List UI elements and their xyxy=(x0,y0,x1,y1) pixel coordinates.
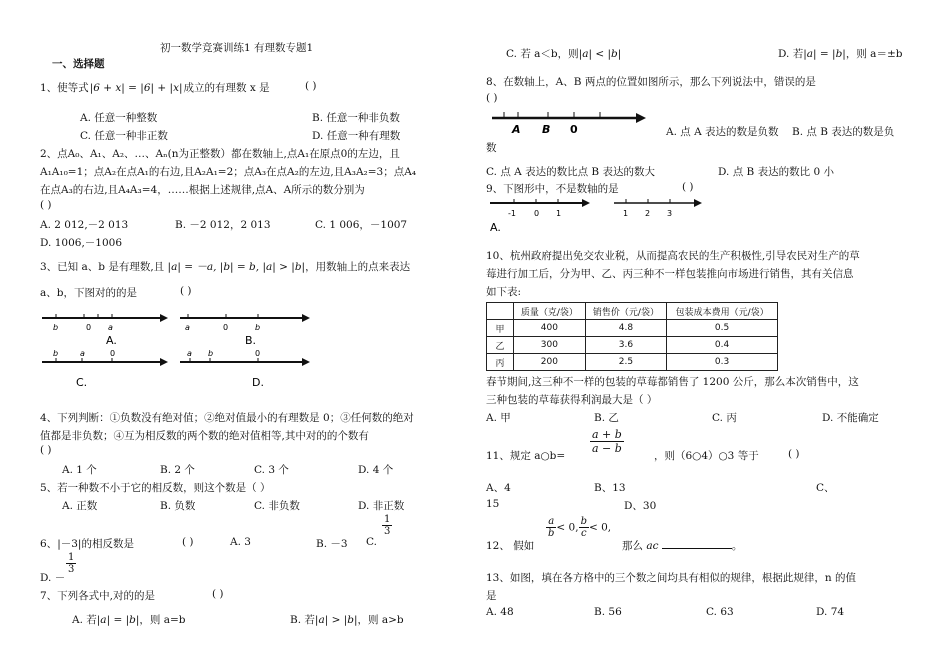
q3a-label: A. xyxy=(106,334,117,347)
q6-stem-b: 的相反数是 xyxy=(81,538,134,550)
q7d-suffix: ，则 a＝±b xyxy=(845,48,903,60)
q7-option-b xyxy=(290,612,404,627)
q3-figure-a xyxy=(42,314,168,347)
q9-stem: 9、下图形中，不是数轴的是 xyxy=(486,183,619,195)
q6-option-d-label: D. － xyxy=(40,572,66,584)
q3d-label: D. xyxy=(252,376,264,389)
table-cell: 300 xyxy=(514,337,586,354)
q10-line-2: 莓进行加工后，分为甲、乙、丙三种不一样包装推向市场进行销售，其有关信息 xyxy=(486,268,854,280)
table-cell: 2.5 xyxy=(585,354,666,371)
q8-label-b: B xyxy=(542,123,551,136)
q7a-prefix: A. 若 xyxy=(72,614,97,626)
q1-option-b: B. 任意一种非负数 xyxy=(312,112,400,124)
q4-option-c: C. 3 个 xyxy=(254,464,289,476)
q11-option-c-cont: 15 xyxy=(486,498,500,510)
table-header-cell: 销售价（元/袋） xyxy=(585,303,666,320)
q4-option-b: B. 2 个 xyxy=(160,464,195,476)
q4-line-2: 值都是非负数；④互为相反数的两个数的绝对值相等,其中对的的个数有 xyxy=(40,430,369,442)
table-header-row xyxy=(487,303,778,320)
q3a-tick-a: a xyxy=(108,323,113,332)
q8-option-c: C. 点 A 表达的数比点 B 表达的数大 xyxy=(486,166,655,178)
table-cell: 400 xyxy=(514,320,586,337)
q8-label-0: 0 xyxy=(570,123,578,136)
table-cell: 乙 xyxy=(487,337,514,354)
q7-option-c xyxy=(506,46,621,61)
section-heading: 一、选择题 xyxy=(52,58,105,70)
q7-option-a xyxy=(72,612,186,627)
q8-number-line xyxy=(490,108,650,136)
q9-figures xyxy=(486,196,716,236)
q9-figure-a xyxy=(490,199,590,234)
q10-option-d: D. 不能确定 xyxy=(822,412,879,424)
q4-paren: ( ) xyxy=(40,444,52,456)
q1-equation: |6 + x| = |6| + |x| xyxy=(89,82,183,94)
q3-cond-1: |a| = －a, xyxy=(167,261,217,273)
q9a-tick-3: 1 xyxy=(556,209,562,218)
q7b-suffix: ，则 a>b xyxy=(357,614,404,626)
q9-figure-b xyxy=(614,199,702,218)
q13-line-2: 是 xyxy=(486,590,497,602)
q13-option-c: C. 63 xyxy=(706,606,734,618)
q11-fraction xyxy=(590,428,624,455)
q2-option-c: C. 1 006，－1007 xyxy=(315,219,408,231)
q3-cond-2: |b| = b, xyxy=(219,261,260,273)
table-cell: 3.6 xyxy=(585,337,666,354)
q3a-tick-0: 0 xyxy=(86,323,92,332)
q3-paren: ( ) xyxy=(180,285,192,297)
q3-number-line-figures xyxy=(40,310,390,390)
q7c-math: |a| < |b| xyxy=(578,48,622,60)
q7d-prefix: D. 若 xyxy=(778,48,804,60)
table-cell: 4.8 xyxy=(585,320,666,337)
q7-paren: ( ) xyxy=(212,588,224,600)
q3b-label: B. xyxy=(245,334,257,347)
q9b-tick-2: 2 xyxy=(645,209,651,218)
q2-line-2: A₁A₁₀=1；点A₂在点A₁的右边,且A₂A₁=2；点A₃在点A₂的左边,且A₃A₂=3；点A₄ xyxy=(40,166,417,178)
q6-option-a: A. 3 xyxy=(230,536,251,548)
q1-option-c: C. 任意一种非正数 xyxy=(80,130,168,142)
q3c-tick-0: 0 xyxy=(110,349,116,358)
q2-paren: ( ) xyxy=(40,199,52,211)
q12-stem-a: 12、 假如 xyxy=(486,540,535,552)
q9a-tick-1: -1 xyxy=(508,209,516,218)
q3-figure-b xyxy=(180,314,310,347)
q3-line-2: a、b，下图对的的是 xyxy=(40,287,137,299)
q6-option-c-fraction xyxy=(382,514,392,537)
q3b-tick-a: a xyxy=(185,323,190,332)
table-cell: 0.4 xyxy=(667,337,778,354)
table-header-cell: 质量（克/袋） xyxy=(514,303,586,320)
q10-line-3: 如下表: xyxy=(486,286,522,298)
q8-paren: ( ) xyxy=(486,92,498,104)
q1-stem xyxy=(40,80,270,95)
q5-option-d: D. 非正数 xyxy=(358,500,405,512)
table-header-cell: 包装成本费用（元/袋） xyxy=(667,303,778,320)
table-cell: 丙 xyxy=(487,354,514,371)
table-row xyxy=(487,337,778,354)
table-header-cell xyxy=(487,303,514,320)
q3-line-1 xyxy=(40,259,410,274)
q12-inequalities xyxy=(546,516,611,539)
q13-option-b: B. 56 xyxy=(594,606,622,618)
q6c-den: 3 xyxy=(384,526,391,537)
q10-line-4: 春节期间,这三种不一样的包装的草莓都销售了 1200 公斤，那么本次销售中，这 xyxy=(486,376,859,388)
q13-line-1: 13、如图，填在各方格中的三个数之间均具有相似的规律，根据此规律，n 的值 xyxy=(486,572,856,584)
q6d-den: 3 xyxy=(68,564,75,575)
q3b-tick-b: b xyxy=(255,323,261,332)
q8-stem: 8、在数轴上，A、B 两点的位置如图所示，那么下列说法中，错误的是 xyxy=(486,76,816,88)
q11-paren: ( ) xyxy=(788,448,800,460)
q12-end: < 0, xyxy=(588,521,612,534)
q9a-label: A. xyxy=(490,221,501,234)
q10-option-a: A. 甲 xyxy=(486,412,511,424)
table-cell: 0.3 xyxy=(667,354,778,371)
q6-option-c-label: C. xyxy=(366,536,377,548)
q7a-suffix: ，则 a=b xyxy=(139,614,186,626)
q11-denominator: a − b xyxy=(592,442,622,455)
q11-option-a: A、4 xyxy=(486,482,511,494)
q2-line-1: 2、点A₀、A₁、A₂、…、Aₙ(n为正整数）都在数轴上,点A₁在原点0的左边，且 xyxy=(40,148,400,160)
q5-option-b: B. 负数 xyxy=(160,500,196,512)
q1-option-a: A. 任意一种整数 xyxy=(80,112,158,124)
q12-f1-num: a xyxy=(548,516,555,527)
q7b-math: |a| > |b| xyxy=(314,614,358,626)
q10-option-c: C. 丙 xyxy=(712,412,737,424)
q7b-prefix: B. 若 xyxy=(290,614,315,626)
q2-line-3: 在点A₃的右边,且A₄A₃=4，……根据上述规律,点A、A所示的数分别为 xyxy=(40,184,365,196)
q6c-num: 1 xyxy=(384,514,391,525)
q6-stem xyxy=(40,536,134,551)
q3-stem-b: ，用数轴上的点来表达 xyxy=(305,261,411,273)
q3b-tick-0: 0 xyxy=(223,323,229,332)
table-row xyxy=(487,354,778,371)
q3-figure-c xyxy=(42,349,168,389)
q8-option-b: B. 点 B 表达的数是负 xyxy=(792,126,895,138)
doc-title: 初一数学竞赛训练1 有理数专题1 xyxy=(160,42,314,54)
q4-option-a: A. 1 个 xyxy=(62,464,97,476)
q7d-math: |a| = |b| xyxy=(803,48,846,60)
q2-option-a: A. 2 012,－2 013 xyxy=(40,219,129,231)
q10-sales-table xyxy=(486,302,778,371)
q10-line-5: 三种包装的草莓获得利润最大是（ ） xyxy=(486,394,658,406)
q7c-prefix: C. 若 a＜b，则 xyxy=(506,48,579,60)
q4-line-1: 4、下列判断：①负数没有绝对值；②绝对值最小的有理数是 0；③任何数的绝对 xyxy=(40,412,414,424)
q11-option-b: B、13 xyxy=(594,482,626,494)
q11-numerator: a + b xyxy=(592,428,622,441)
q12-mid: < 0, xyxy=(556,521,579,534)
q8-label-a: A xyxy=(512,123,521,136)
q3d-tick-0: 0 xyxy=(255,349,261,358)
q3-figure-d xyxy=(180,349,310,389)
q3c-tick-b: b xyxy=(53,349,59,358)
q7a-math: |a| = |b| xyxy=(96,614,140,626)
table-cell: 甲 xyxy=(487,320,514,337)
q9b-tick-3: 3 xyxy=(667,209,673,218)
q8-option-b-cont: 数 xyxy=(486,142,497,154)
q5-option-c: C. 非负数 xyxy=(254,500,300,512)
q7-option-d xyxy=(778,46,902,61)
q10-option-b: B. 乙 xyxy=(594,412,619,424)
q12-f2-den: c xyxy=(580,528,587,539)
table-cell: 200 xyxy=(514,354,586,371)
q9a-tick-2: 0 xyxy=(534,209,540,218)
q12-f1-den: b xyxy=(548,528,555,539)
q11-stem-b: ，则（6○4）○3 等于 xyxy=(654,450,759,462)
q9-paren: ( ) xyxy=(682,181,694,193)
q6-option-d-fraction xyxy=(66,552,76,575)
q4-option-d: D. 4 个 xyxy=(358,464,394,476)
q6-option-b: B. －3 xyxy=(316,538,348,550)
q12-stem-b: 那么 xyxy=(622,540,643,552)
q3d-tick-a: a xyxy=(187,349,192,358)
q1-stem-b: 成立的有理数 x 是 xyxy=(183,82,270,94)
q6-abs-expr: |－3| xyxy=(57,538,82,550)
q12-answer-blank[interactable] xyxy=(662,539,732,549)
q8-option-a: A. 点 A 表达的数是负数 xyxy=(666,126,779,138)
q3-stem-a: 3、已知 a、b 是有理数,且 xyxy=(40,261,165,273)
q2-option-b: B. －2 012，2 013 xyxy=(175,219,271,231)
q12-f2-num: b xyxy=(580,516,587,527)
q12-period: 。 xyxy=(731,540,743,552)
q13-option-d: D. 74 xyxy=(816,606,845,618)
q3-cond-3: |a| > |b| xyxy=(262,261,306,273)
table-cell: 0.5 xyxy=(667,320,778,337)
q6-paren: ( ) xyxy=(182,536,194,548)
q3a-tick-b: b xyxy=(53,323,59,332)
q9b-tick-1: 1 xyxy=(623,209,629,218)
q5-stem: 5、若一种数不小于它的相反数，则这个数是（ ） xyxy=(40,482,271,494)
q3d-tick-b: b xyxy=(208,349,214,358)
q11-option-d: D、30 xyxy=(624,500,657,512)
q3c-label: C. xyxy=(76,376,88,389)
q6-stem-a: 6、 xyxy=(40,538,58,550)
q7-stem: 7、下列各式中,对的的是 xyxy=(40,590,156,602)
table-row xyxy=(487,320,778,337)
q13-option-a: A. 48 xyxy=(486,606,514,618)
q2-option-d: D. 1006,－1006 xyxy=(40,237,123,249)
q3c-tick-a: a xyxy=(80,349,85,358)
q8-option-d: D. 点 B 表达的数比 0 小 xyxy=(718,166,834,178)
q10-line-1: 10、杭州政府提出免交农业税，从而提高农民的生产积极性,引导农民对生产的草 xyxy=(486,250,860,262)
q6d-num: 1 xyxy=(68,552,75,563)
q5-option-a: A. 正数 xyxy=(62,500,98,512)
q11-stem-a: 11、规定 a○b= xyxy=(486,450,566,462)
q1-option-d: D. 任意一种有理数 xyxy=(312,130,401,142)
q12-ac: ac xyxy=(646,540,659,552)
q12-stem-b-wrap xyxy=(622,538,742,553)
q11-option-c: C、 xyxy=(816,482,835,494)
q1-paren: ( ) xyxy=(305,80,317,92)
q1-stem-a: 1、使等式 xyxy=(40,82,89,94)
